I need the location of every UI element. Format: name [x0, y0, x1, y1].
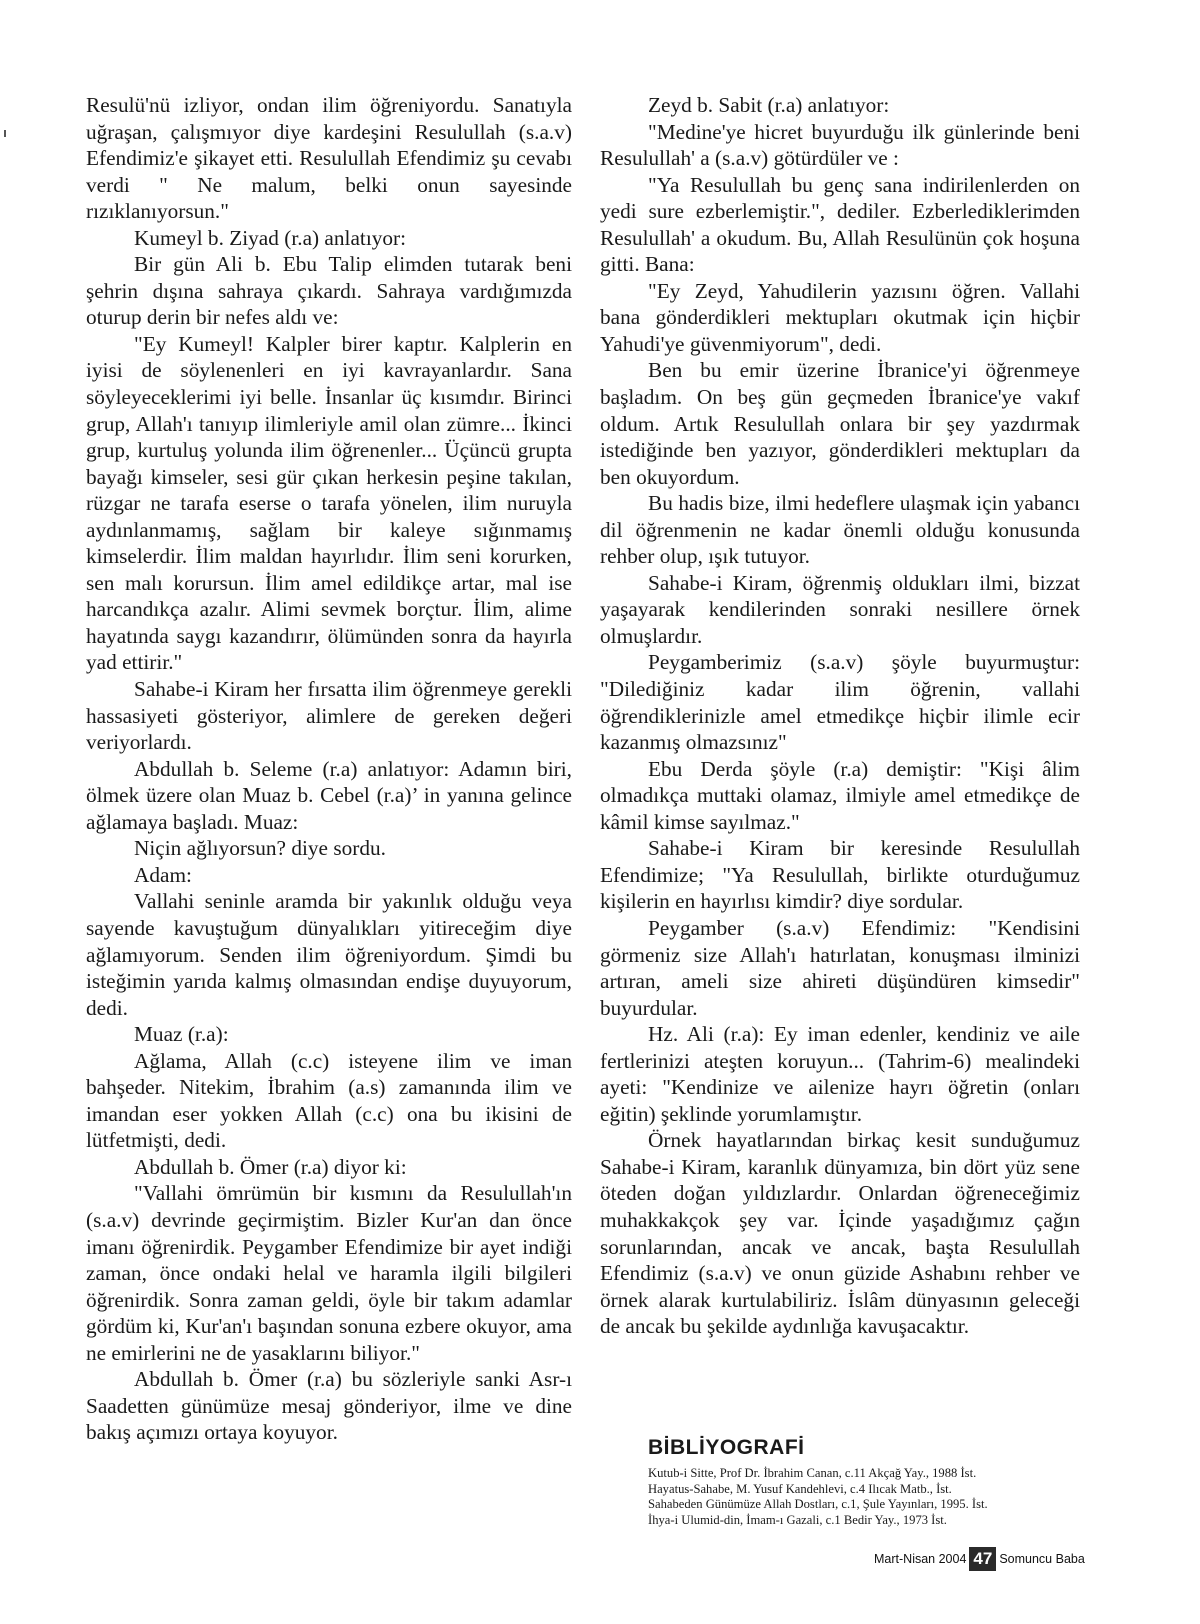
scan-mark	[4, 130, 6, 137]
paragraph: Muaz (r.a):	[134, 1022, 229, 1047]
paragraph: Adam:	[134, 862, 192, 887]
paragraph: "Ya Resulullah bu genç sana indirilenlerden on yedi sure ezberlemiştir.", dediler. Ezberlediklerimden Resulullah' a okudum. Bu, Allah Resulünün çok hoşuna gitti. Bana:	[600, 172, 1080, 277]
bibliography-item: Hayatus-Sahabe, M. Yusuf Kandehlevi, c.4 Ilıcak Matb., İst.	[648, 1481, 952, 1496]
bibliography-title: BİBLİYOGRAFİ	[648, 1436, 805, 1459]
paragraph: Resulü'nü izliyor, ondan ilim öğreniyordu. Sanatıyla uğraşan, çalışmıyor diye kardeşini Resulullah (s.a.v) Efendimiz'e şikayet etti. Resulullah Efendimiz şu cevabı verdi " Ne malum, belki onun sayesinde rızıklanıyorsun."	[86, 93, 572, 224]
bibliography	[648, 1436, 1088, 1528]
page-number: 47	[969, 1547, 996, 1571]
paragraph: Abdullah b. Seleme (r.a) anlatıyor: Adamın biri, ölmek üzere olan Muaz b. Cebel (r.a)’ in yanına gelince ağlamaya başladı. Muaz:	[86, 756, 572, 834]
paragraph: Sahabe-i Kiram her fırsatta ilim öğrenmeye gerekli hassasiyeti gösteriyor, alimlere de gereken değeri veriyorlardı.	[86, 677, 572, 755]
paragraph: Bu hadis bize, ilmi hedeflere ulaşmak için yabancı dil öğrenmenin ne kadar önemli olduğu konusunda rehber olup, ışık tutuyor.	[600, 491, 1080, 569]
paragraph: "Ey Zeyd, Yahudilerin yazısını öğren. Vallahi bana gönderdikleri mektupları okutmak için hiçbir Yahudi'ye güvenmiyorum", dedi.	[600, 278, 1080, 356]
magazine-name: Somuncu Baba	[999, 1552, 1085, 1566]
paragraph: Örnek hayatlarından birkaç kesit sunduğumuz Sahabe-i Kiram, karanlık dünyamıza, bin dört yüz sene öteden doğan yıldızlardır. Onlardan öğreneceğimiz muhakkakçok şey var. İçinde yaşadığımız çağın sorunlarından, ancak ve ancak, başta Resulullah Efendimiz (s.a.v) ve onun güzide Ashabını rehber ve örnek alarak kurtulabiliriz. İslâm dünyasının geleceği de ancak bu şekilde aydınlığa kavuşacaktır.	[600, 1128, 1080, 1339]
paragraph: Hz. Ali (r.a): Ey iman edenler, kendiniz ve aile fertlerinizi ateşten koruyun... (Tahrim-6) mealindeki ayeti: "Kendinize ve ailenize hayrı öğretin (onları eğitin) şeklinde yorumlamıştır.	[600, 1022, 1080, 1126]
issue-date: Mart-Nisan 2004	[874, 1552, 967, 1566]
paragraph: Abdullah b. Ömer (r.a) diyor ki:	[134, 1154, 407, 1179]
paragraph: Ağlama, Allah (c.c) isteyene ilim ve iman bahşeder. Nitekim, İbrahim (a.s) zamanında ilim ve imandan eser yokken Allah (c.c) ona bu ikisini de lütfetmişti, dedi.	[86, 1048, 572, 1153]
paragraph: Bir gün Ali b. Ebu Talip elimden tutarak beni şehrin dışına sahraya çıkardı. Sahraya vardığımızda oturup derin bir nefes aldı ve:	[86, 252, 572, 330]
bibliography-item: Kutub-i Sitte, Prof Dr. İbrahim Canan, c.11 Akçağ Yay., 1988 İst.	[648, 1466, 977, 1480]
left-column	[86, 92, 572, 1446]
paragraph: Kumeyl b. Ziyad (r.a) anlatıyor:	[134, 225, 407, 250]
paragraph: "Ey Kumeyl! Kalpler birer kaptır. Kalplerin en iyisi de söylenenleri en iyi kavrayanlardır. Sana söyleyeceklerimi iyi belle. İnsanlar üç kısımdır. Birinci grup, Allah'ı tanıyıp ilimleriyle amil olan zümre... İkinci grup, kurtuluş yolunda ilim öğrenenler... Üçüncü grupta bayağı kimseler, sesi gür çıkan herkesin peşine takılan, rüzgar ne tarafa eserse o tarafa yönelen, ilim nuruyla aydınlanmamış, sağlam bir kaleye sığınmamış kimselerdir. İlim maldan hayırlıdır. İlim seni korurken, sen malı korursun. İlim amel edildikçe artar, mal ise harcandıkça azalır. Alimi sevmek borçtur. İlim, alime hayatında saygı kazandırır, ölümünden sonra da hayırla yad ettirir."	[86, 331, 572, 675]
paragraph: Ebu Derda şöyle (r.a) demiştir: "Kişi âlim olmadıkça muttaki olamaz, ilmiyle amel etmedikçe de kâmil kimse sayılmaz."	[600, 756, 1080, 834]
page-footer	[874, 1546, 1085, 1572]
bibliography-item: İhya-i Ulumid-din, İmam-ı Gazali, c.1 Bedir Yay., 1973 İst.	[648, 1512, 947, 1527]
paragraph: Zeyd b. Sabit (r.a) anlatıyor:	[648, 93, 890, 117]
bibliography-item: Sahabeden Günümüze Allah Dostları, c.1, Şule Yayınları, 1995. İst.	[648, 1497, 988, 1512]
paragraph: Peygamberimiz (s.a.v) şöyle buyurmuştur: "Dilediğiniz kadar ilim öğrenin, vallahi öğrendiklerinizle amel etmedikçe hiçbir ilimle ecir kazanmış olmazsınız"	[600, 650, 1080, 755]
right-column	[600, 92, 1080, 1340]
paragraph: Vallahi seninle aramda bir yakınlık olduğu veya sayende kavuştuğum dünyalıkları yitireceğim diye ağlamıyorum. Senden ilim öğreniyordum. Şimdi bu isteğimin yarıda kalmış olmasından endişe duyuyorum, dedi.	[86, 889, 572, 1020]
paragraph: "Medine'ye hicret buyurduğu ilk günlerinde beni Resulullah' a (s.a.v) götürdüler ve :	[600, 119, 1080, 171]
paragraph: Sahabe-i Kiram bir keresinde Resulullah Efendimize; "Ya Resulullah, birlikte oturduğumuz kişilerin en hayırlısı kimdir? diye sordular.	[600, 836, 1080, 914]
paragraph: Sahabe-i Kiram, öğrenmiş oldukları ilmi, bizzat yaşayarak kendilerinden sonraki nesillere örnek olmuşlardır.	[600, 570, 1080, 648]
paragraph: "Vallahi ömrümün bir kısmını da Resulullah'ın (s.a.v) devrinde geçirmiştim. Bizler Kur'an dan önce imanı öğrenirdik. Peygamber Efendimize bir ayet indiği zaman, önce ondaki helal ve haramla ilgili bilgileri öğrenirdik. Sonra zaman geldi, öyle bir takım adamlar gördüm ki, Kur'an'ı başından sonuna ezbere okuyor, ama ne emirlerini ne de yasaklarını biliyor."	[86, 1181, 572, 1365]
paragraph: Abdullah b. Ömer (r.a) bu sözleriyle sanki Asr-ı Saadetten günümüze mesaj gönderiyor, ilme ve dine bakış açımızı ortaya koyuyor.	[86, 1367, 572, 1445]
paragraph: Peygamber (s.a.v) Efendimiz: "Kendisini görmeniz size Allah'ı hatırlatan, konuşması ilminizi artıran, ameli size ahireti düşündüren kimsedir" buyurdular.	[600, 915, 1080, 1020]
paragraph: Niçin ağlıyorsun? diye sordu.	[134, 836, 386, 861]
paragraph: Ben bu emir üzerine İbranice'yi öğrenmeye başladım. On beş gün geçmeden İbranice'ye vakıf oldum. Artık Resulullah onlara bir şey yazdırmak istediğinde ben yazıyor, gönderdikleri mektupları da ben okuyordum.	[600, 358, 1080, 489]
